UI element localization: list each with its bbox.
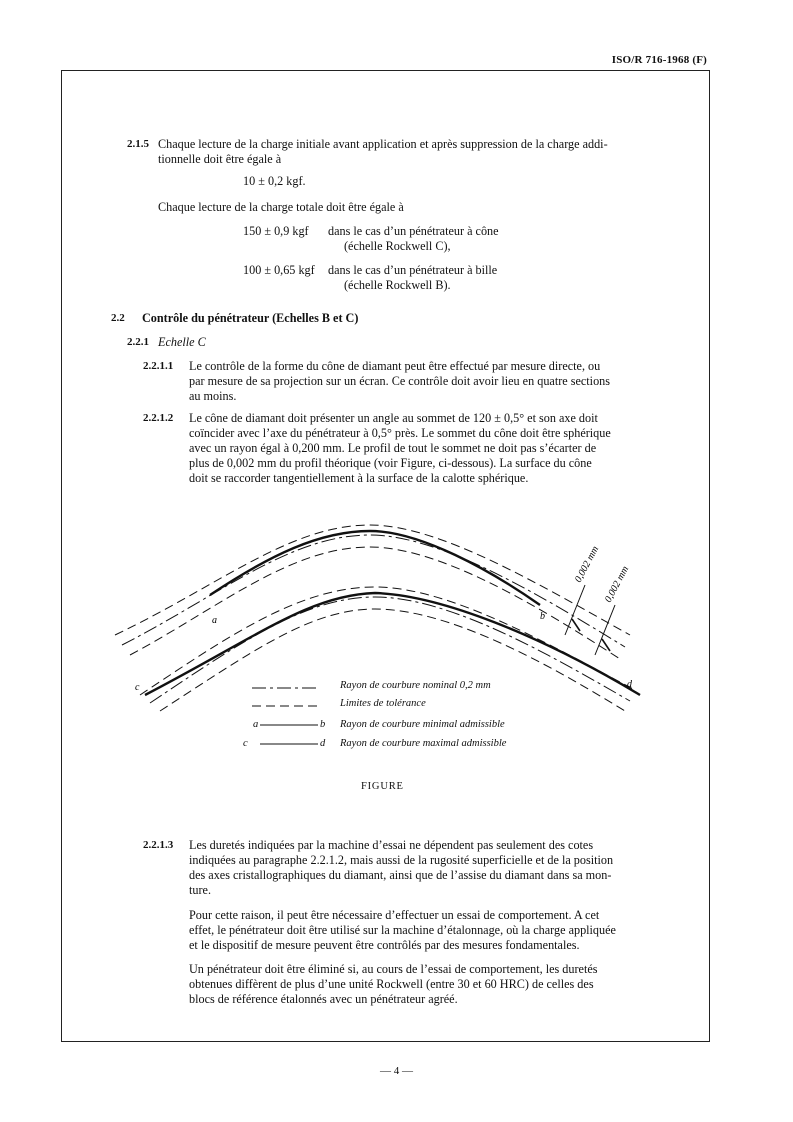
section-number-2-1-5: 2.1.5 <box>127 138 149 150</box>
paragraph-line: ture. <box>189 883 211 897</box>
legend-key-b: b <box>320 719 326 730</box>
paragraph-line: effet, le pénétrateur doit être utilisé sur la machine d’étalonnage, où la charge appliquée <box>189 923 616 937</box>
paragraph-line: coïncider avec l’axe du pénétrateur à 0,5° près. Le sommet du cône doit être sphérique <box>189 426 611 440</box>
nominal-radius-upper <box>122 535 625 647</box>
section-number-2-2-1-2: 2.2.1.2 <box>143 412 174 424</box>
paragraph-line: plus de 0,002 mm du profil théorique (voir Figure, ci-dessous). La surface du cône <box>189 456 592 470</box>
section-number-2-2-1: 2.2.1 <box>127 336 149 348</box>
equation-ball-value: 100 ± 0,65 kgf <box>243 263 315 277</box>
section-title-2-2: Contrôle du pénétrateur (Echelles B et C) <box>142 311 359 325</box>
equation-cone-text: dans le cas d’un pénétrateur à cône <box>328 224 499 238</box>
paragraph-line: Un pénétrateur doit être éliminé si, au cours de l’essai de comportement, les duretés <box>189 962 598 976</box>
paragraph-line: Pour cette raison, il peut être nécessaire d’effectuer un essai de comportement. A cet <box>189 908 600 922</box>
section-number-2-2-1-3: 2.2.1.3 <box>143 839 174 851</box>
dimension-line <box>595 605 615 655</box>
paragraph-line: Chaque lecture de la charge initiale avant application et après suppression de la charge addi- <box>158 137 608 151</box>
paragraph-line: par mesure de sa projection sur un écran. Ce contrôle doit avoir lieu en quatre sections <box>189 374 610 388</box>
legend-nominal: Rayon de courbure nominal 0,2 mm <box>340 680 491 691</box>
paragraph-line: Chaque lecture de la charge totale doit être égale à <box>158 200 404 214</box>
outer-tolerance-limit-lower <box>140 587 635 695</box>
label-a: a <box>212 615 217 626</box>
equation-ball-scale: (échelle Rockwell B). <box>344 278 451 292</box>
legend-maximal: Rayon de courbure maximal admissible <box>340 738 507 749</box>
section-number-2-2-1-1: 2.2.1.1 <box>143 360 174 372</box>
paragraph-line: des axes cristallographiques du diamant, ainsi que de l’assise du diamant dans sa mon- <box>189 868 612 882</box>
dimension-arrow <box>602 639 610 651</box>
page-number: — 4 — <box>380 1065 413 1077</box>
dimension-label-upper: 0,002 mm <box>572 544 602 585</box>
dimension-line <box>565 585 585 635</box>
paragraph-line: indiquées au paragraphe 2.2.1.2, mais aussi de la rugosité superficielle et de la position <box>189 853 614 867</box>
paragraph-line: Les duretés indiquées par la machine d’essai ne dépendent pas seulement des cotes <box>189 838 594 852</box>
dimension-arrow <box>572 619 580 631</box>
section-title-2-2-1: Echelle C <box>158 335 206 349</box>
legend-tolerance: Limites de tolérance <box>340 698 426 709</box>
label-b: b <box>540 611 545 622</box>
paragraph-line: obtenues diffèrent de plus d’une unité Rockwell (entre 30 et 60 HRC) de celles des <box>189 977 594 991</box>
equation-cone-value: 150 ± 0,9 kgf <box>243 224 309 238</box>
dimension-label-lower: 0,002 mm <box>602 564 632 605</box>
paragraph-line: et le dispositif de mesure peuvent être contrôlés par des mesures fondamentales. <box>189 938 580 952</box>
legend-key-a: a <box>253 719 259 730</box>
equation-ball-text: dans le cas d’un pénétrateur à bille <box>328 263 498 277</box>
paragraph-line: blocs de référence étalonnés avec un pénétrateur agréé. <box>189 992 458 1006</box>
equation-initial-load: 10 ± 0,2 kgf. <box>243 174 306 188</box>
legend-minimal: Rayon de courbure minimal admissible <box>340 719 505 730</box>
section-number-2-2: 2.2 <box>111 312 125 324</box>
paragraph-line: avec un rayon égal à 0,200 mm. Le profil de tout le sommet ne doit pas s’écarter de <box>189 441 597 455</box>
paragraph-line: Le contrôle de la forme du cône de diamant peut être effectué par mesure directe, ou <box>189 359 601 373</box>
equation-cone-scale: (échelle Rockwell C), <box>344 239 451 253</box>
figure-caption: FIGURE <box>361 781 404 792</box>
paragraph-line: doit se raccorder tangentiellement à la surface de la calotte sphérique. <box>189 471 529 485</box>
document-reference: ISO/R 716-1968 (F) <box>611 54 707 66</box>
paragraph-line: Le cône de diamant doit présenter un angle au sommet de 120 ± 0,5° et son axe doit <box>189 411 598 425</box>
paragraph-line: tionnelle doit être égale à <box>158 152 282 166</box>
label-c: c <box>135 682 140 693</box>
inner-tolerance-limit-lower <box>160 609 625 711</box>
inner-tolerance-limit <box>130 547 620 659</box>
legend-key-d: d <box>320 738 326 749</box>
legend-key-c: c <box>243 738 248 749</box>
figure-legend-keys <box>250 682 325 752</box>
paragraph-line: au moins. <box>189 389 237 403</box>
label-d: d <box>627 679 632 690</box>
